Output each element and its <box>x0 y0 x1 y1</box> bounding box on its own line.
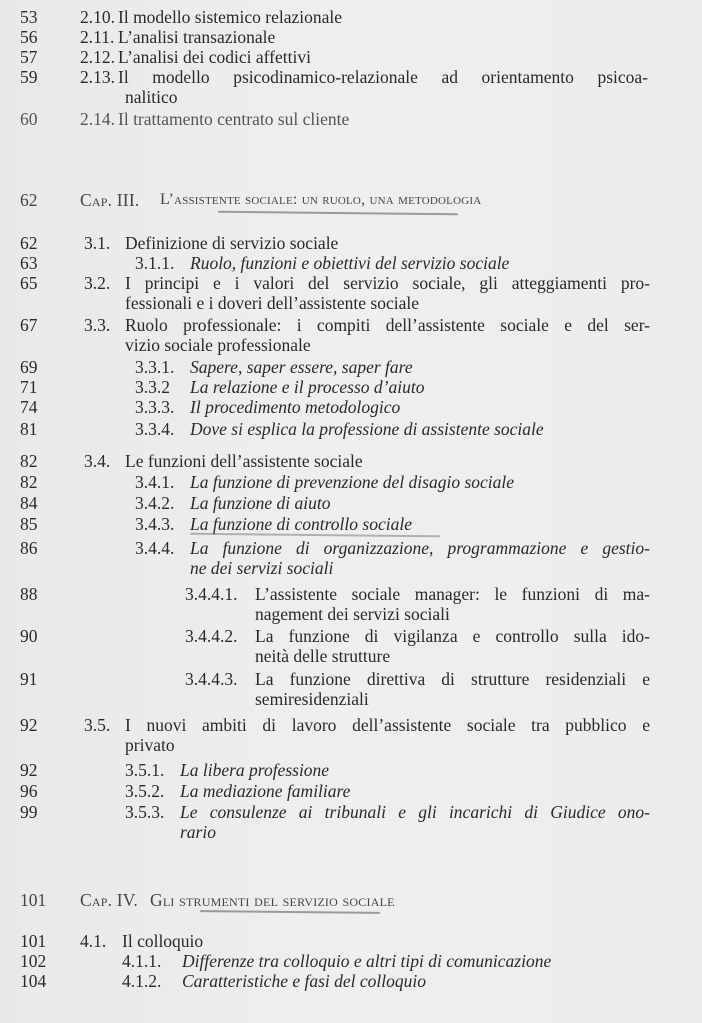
section-number: 3.4.4.1. <box>185 584 238 604</box>
section-number: 3.5.3. <box>125 802 165 822</box>
entry-title: Definizione di servizio sociale <box>125 233 339 253</box>
page-number: 91 <box>20 669 38 689</box>
section-number: 3.4.4.3. <box>185 669 238 689</box>
section-number: 2.13. <box>80 67 115 87</box>
page-number: 74 <box>20 397 38 417</box>
page-number: 86 <box>20 538 38 558</box>
entry-title: Sapere, saper essere, saper fare <box>190 357 413 377</box>
section-number: 3.4.1. <box>135 472 175 492</box>
entry-title: Dove si esplica la professione di assistente sociale <box>190 419 544 439</box>
page-number: 62 <box>20 233 38 253</box>
page-number: 82 <box>20 472 38 492</box>
section-number: 3.4.2. <box>135 493 175 513</box>
entry-title: Ruolo, funzioni e obiettivi del servizio sociale <box>190 253 510 273</box>
section-number: 3.5. <box>84 715 111 735</box>
section-number: 3.4.4. <box>135 538 175 558</box>
page-number: 67 <box>20 315 38 335</box>
entry-title-line1: La funzione di organizzazione, programmazione e gestio- <box>190 538 650 558</box>
entry-title-line2: ne dei servizi sociali <box>190 558 334 578</box>
entry-title-line2: privato <box>125 735 175 755</box>
entry-title-line2: rario <box>180 822 216 842</box>
entry-title: Il modello sistemico relazionale <box>118 7 343 27</box>
section-number: 3.3.3. <box>135 397 175 417</box>
entry-title-line1: Ruolo professionale: i compiti dell’assistente sociale e del ser- <box>125 315 650 335</box>
entry-title-line2: nagement dei servizi sociali <box>255 604 450 624</box>
entry-title-line1: Il modello psicodinamico-relazionale ad orientamento psicoa- <box>118 67 648 87</box>
page-number: 82 <box>20 451 38 471</box>
page-number: 85 <box>20 514 38 534</box>
entry-title-line2: semiresidenziali <box>255 689 369 709</box>
page-number: 81 <box>20 419 38 439</box>
page-number: 104 <box>20 971 47 991</box>
entry-title-line2: nalitico <box>125 87 178 107</box>
entry-title-line1: I principi e i valori del servizio sociale, gli atteggiamenti pro- <box>125 273 650 293</box>
page-number: 96 <box>20 781 38 801</box>
entry-title: La mediazione familiare <box>180 781 351 801</box>
pencil-underline <box>218 211 458 216</box>
section-number: 4.1. <box>80 931 107 951</box>
entry-title: La funzione di controllo sociale <box>190 514 412 534</box>
entry-title: La funzione di prevenzione del disagio sociale <box>190 472 515 492</box>
section-number: 4.1.1. <box>122 951 162 971</box>
entry-title-line2: neità delle strutture <box>255 646 391 666</box>
chapter-title: L’assistente sociale: un ruolo, una metodologia <box>160 191 482 208</box>
section-number: 3.4.4.2. <box>185 626 238 646</box>
entry-title: La relazione e il processo d’aiuto <box>190 377 425 397</box>
page-number: 102 <box>20 951 47 971</box>
section-number: 2.14. <box>80 109 115 129</box>
section-number: 3.3.4. <box>135 419 175 439</box>
page-number: 84 <box>20 493 38 513</box>
page-number: 65 <box>20 273 38 293</box>
section-number: 3.3.2 <box>135 377 170 397</box>
page-number: 63 <box>20 253 38 273</box>
entry-title: Il procedimento metodologico <box>190 397 401 417</box>
section-number: 3.4.3. <box>135 514 175 534</box>
page-number: 71 <box>20 377 38 397</box>
entry-title: Le funzioni dell’assistente sociale <box>125 451 363 471</box>
page-number: 57 <box>20 47 38 67</box>
chapter-label: Cap. IV. <box>80 890 138 910</box>
page-number: 88 <box>20 584 38 604</box>
entry-title: La funzione di aiuto <box>190 493 331 513</box>
page-number: 92 <box>20 715 38 735</box>
page-number: 69 <box>20 357 38 377</box>
section-number: 3.3.1. <box>135 357 175 377</box>
entry-title: Differenze tra colloquio e altri tipi di comunicazione <box>182 951 552 971</box>
entry-title: La libera professione <box>180 760 330 780</box>
entry-title: Caratteristiche e fasi del colloquio <box>182 971 427 991</box>
entry-title: Il trattamento centrato sul cliente <box>118 109 350 129</box>
page-number: 59 <box>20 67 38 87</box>
section-number: 3.5.2. <box>125 781 165 801</box>
entry-title-line2: fessionali e i doveri dell’assistente sociale <box>125 293 420 313</box>
section-number: 2.11. <box>80 27 115 47</box>
entry-title: L’analisi dei codici affettivi <box>118 47 311 67</box>
page-number: 53 <box>20 7 38 27</box>
page-number: 56 <box>20 27 38 47</box>
chapter-label: Cap. III. <box>80 190 140 210</box>
section-number: 2.10. <box>80 7 115 27</box>
entry-title: Il colloquio <box>122 931 204 951</box>
section-number: 3.4. <box>84 451 111 471</box>
pencil-underline <box>200 910 380 914</box>
page-number: 92 <box>20 760 38 780</box>
section-number: 3.1.1. <box>135 253 175 273</box>
section-number: 4.1.2. <box>122 971 162 991</box>
section-number: 3.5.1. <box>125 760 165 780</box>
page-number: 60 <box>20 109 38 129</box>
entry-title-line2: vizio sociale professionale <box>125 335 311 355</box>
entry-title: L’analisi transazionale <box>118 27 276 47</box>
page-number: 62 <box>20 190 38 210</box>
chapter-title: Gli strumenti del servizio sociale <box>150 890 395 910</box>
section-number: 2.12. <box>80 47 115 67</box>
entry-title-line1: La funzione di vigilanza e controllo sulla ido- <box>255 626 650 646</box>
page-number: 99 <box>20 802 38 822</box>
entry-title-line1: I nuovi ambiti di lavoro dell’assistente sociale tra pubblico e <box>125 715 650 735</box>
entry-title-line1: L’assistente sociale manager: le funzioni di ma- <box>255 584 650 604</box>
entry-title-line1: La funzione direttiva di strutture residenziali e <box>255 669 650 689</box>
section-number: 3.3. <box>84 315 111 335</box>
section-number: 3.2. <box>84 273 111 293</box>
page-number: 90 <box>20 626 38 646</box>
page-number: 101 <box>20 890 47 910</box>
page-number: 101 <box>20 931 47 951</box>
entry-title-line1: Le consulenze ai tribunali e gli incarichi di Giudice ono- <box>180 802 650 822</box>
section-number: 3.1. <box>84 233 111 253</box>
